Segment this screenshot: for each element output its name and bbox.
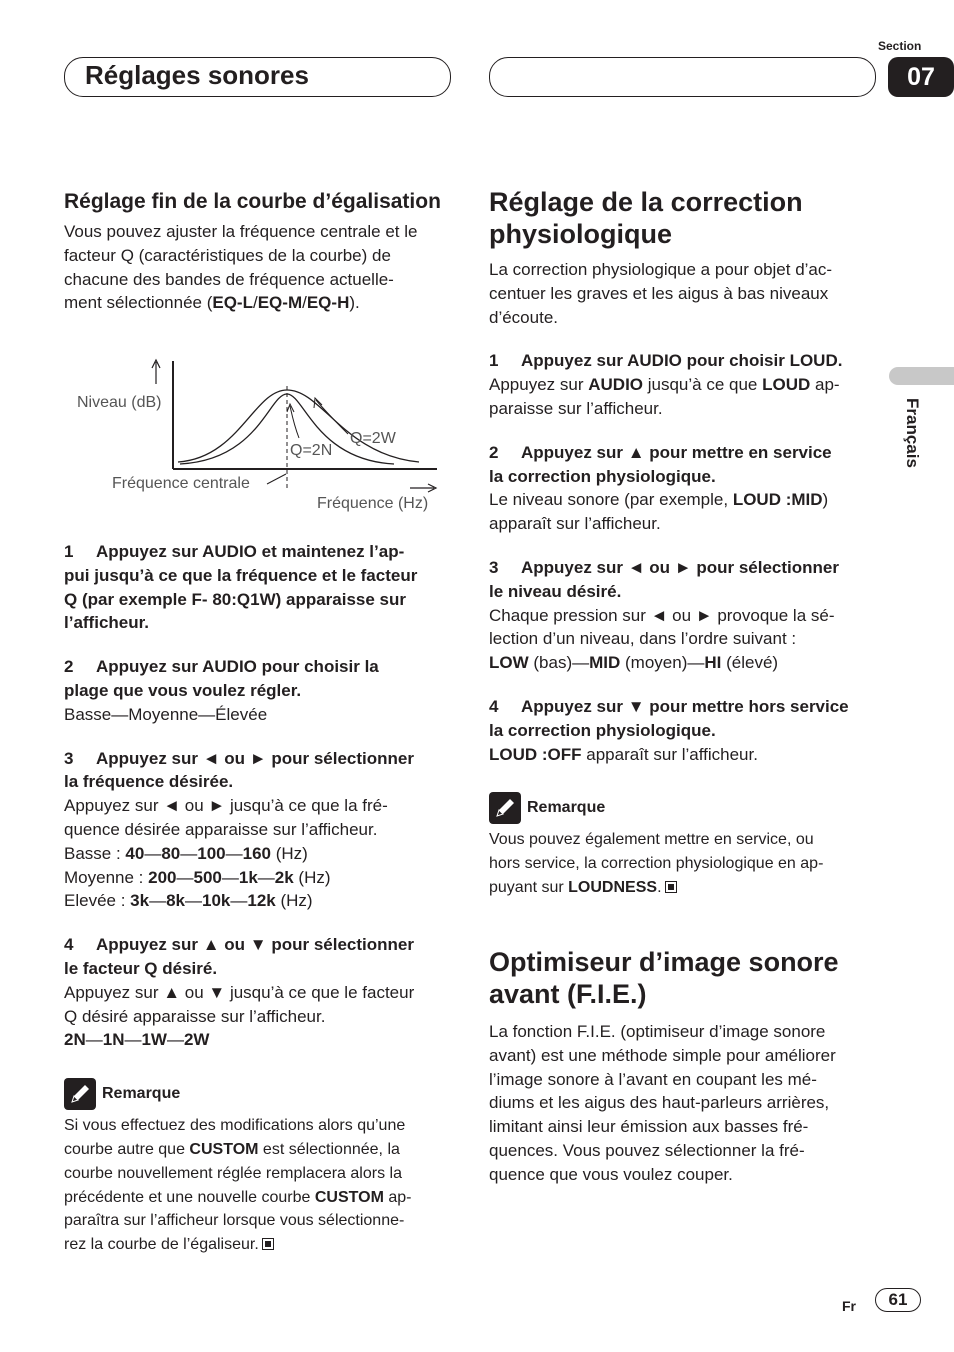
elevee-values: Elevée : 3k—8k—10k—12k (Hz) xyxy=(64,891,313,911)
pencil-note-icon xyxy=(64,1078,96,1110)
right-column: Réglage de la correction physiologique La correction physiologique a pour objet d’ac- centuer les graves et les aigus à bas niveaux d’écoute. 1 Appuyez sur AUDIO pour choisir LOUD. Appuyez sur AUDIO jusqu’à ce que LOUD ap- paraisse sur l’afficheur. 2 Appuyez sur ▲ pour mettre en service la correction physiologique. Le niveau sonore (par exemple, LOUD :MID) apparaît sur l’afficheur. 3 Appuyez sur ◄ ou ► pour sélectionner le niveau désiré. Chaque pression sur ◄ ou ► provoque la sé- lection d’un niveau, dans l’ordre suivant : LOW (bas)—MID (moyen)—HI (élevé) 4 Appuyez sur ▼ pour mettre hors service la correction physiologique. LOUD :OFF apparaît sur l’afficheur. Remarque Vous pouvez également mettre en service, ou hors service, la correction physiologique en ap- puyant sur LOUDNESS. xyxy=(489,186,884,900)
loud-step-4: 4 Appuyez sur ▼ pour mettre hors service la correction physiologique. LOUD :OFF apparaît sur l’afficheur. xyxy=(489,696,849,764)
frequency-label: Fréquence (Hz) xyxy=(317,495,429,512)
page-number-frame xyxy=(875,1288,921,1312)
header-blank-frame xyxy=(489,57,876,97)
center-frequency-label: Fréquence centrale xyxy=(112,475,250,492)
page-number: 61 xyxy=(888,1290,908,1309)
eq-fine-heading: Réglage fin de la courbe d’égalisation xyxy=(64,190,441,213)
page-title: Réglages sonores xyxy=(85,60,309,90)
moyenne-values: Moyenne : 200—500—1k—2k (Hz) xyxy=(64,867,331,887)
loud-note: Remarque Vous pouvez également mettre en service, ou hors service, la correction physiologique en ap- puyant sur LOUDNESS. xyxy=(489,792,884,899)
section-number-badge: 07 xyxy=(888,57,954,97)
header-title-frame xyxy=(64,57,451,97)
loud-step-1: 1 Appuyez sur AUDIO pour choisir LOUD. Appuyez sur AUDIO jusqu’à ce que LOUD ap- paraisse sur l’afficheur. xyxy=(489,351,843,418)
eq-intro xyxy=(64,220,454,315)
intro-line: ment sélectionnée (EQ-L/EQ-M/EQ-H). xyxy=(64,293,360,313)
left-column xyxy=(64,188,454,315)
level-label: Niveau (dB) xyxy=(77,394,162,411)
left-column-steps xyxy=(64,540,454,1257)
eq-step-2: 2 Appuyez sur AUDIO pour choisir la plage que vous voulez régler. Basse—Moyenne—Élevée xyxy=(64,657,379,724)
eq-step-1: 1 Appuyez sur AUDIO et maintenez l’ap- pui jusqu’à ce que la fréquence et le facteur Q (par exemple F- 80:Q1W) apparaisse sur l’afficheur. xyxy=(64,542,418,633)
eq-step-4: 4 Appuyez sur ▲ ou ▼ pour sélectionner le facteur Q désiré. Appuyez sur ▲ ou ▼ jusqu’à ce que le facteur Q désiré apparaisse sur l’afficheur. 2N—1N—1W—2W xyxy=(64,933,454,1052)
loudness-heading: Réglage de la correction physiologique xyxy=(489,187,803,249)
intro-line: Vous pouvez ajuster la fréquence centrale et le xyxy=(64,222,418,241)
center-pointer xyxy=(267,474,286,484)
fie-section: Optimiseur d’image sonore avant (F.I.E.) La fonction F.I.E. (optimiseur d’image sonore avant) est une méthode simple pour améliorer l’image sonore à l’avant en coupant les mé- diums et les aigus des haut-parleurs arrières, limitant ainsi leur émission aux basses fré- quences. Vous pouvez sélectionner la fré- quence que vous voulez couper. xyxy=(489,946,884,1187)
footer-lang: Fr xyxy=(842,1298,856,1314)
note-title: Remarque xyxy=(527,799,606,817)
loud-levels: LOW (bas)—MID (moyen)—HI (élevé) xyxy=(489,653,779,673)
end-mark-icon xyxy=(665,881,677,893)
end-mark-icon xyxy=(262,1238,274,1250)
note-title: Remarque xyxy=(102,1085,181,1103)
loud-step-3: 3 Appuyez sur ◄ ou ► pour sélectionner le niveau désiré. Chaque pression sur ◄ ou ► provoque la sé- lection d’un niveau, dans l’ordre suivant : LOW (bas)—MID (moyen)—HI (élevé) xyxy=(489,556,884,675)
q2n-arrow xyxy=(290,406,299,438)
pencil-note-icon xyxy=(489,792,521,824)
language-label: Français xyxy=(903,398,922,468)
q2n-label: Q=2N xyxy=(290,442,333,459)
intro-line: facteur Q (caractéristiques de la courbe) de xyxy=(64,245,391,265)
eq-curve-graph xyxy=(64,350,454,525)
q2w-arrow xyxy=(316,400,348,434)
language-tab xyxy=(889,367,954,385)
q-values: 2N—1N—1W—2W xyxy=(64,1030,210,1050)
eq-note: Remarque Si vous effectuez des modifications alors qu’une courbe autre que CUSTOM est sélectionnée, la courbe nouvellement réglée remplacera alors la précédente et une nouvelle courbe CUSTOM ap- paraîtra sur l’afficheur lorsque vous sélectionne- rez la courbe de l’égaliseur. xyxy=(64,1078,454,1257)
q2w-label: Q=2W xyxy=(350,430,396,447)
basse-values: Basse : 40—80—100—160 (Hz) xyxy=(64,843,308,863)
eq-step-3: 3 Appuyez sur ◄ ou ► pour sélectionner la fréquence désirée. Appuyez sur ◄ ou ► jusqu’à ce que la fré- quence désirée apparaisse sur l’afficheur. Basse : 40—80—100—160 (Hz) Moyenne : 200—500—1k—2k (Hz) Elevée : 3k—8k—10k—12k (Hz) xyxy=(64,747,454,914)
loud-step-2: 2 Appuyez sur ▲ pour mettre en service la correction physiologique. Le niveau sonore (par exemple, LOUD :MID) apparaît sur l’afficheur. xyxy=(489,442,832,534)
section-label: Section xyxy=(878,39,922,53)
fie-heading: Optimiseur d’image sonore avant (F.I.E.) xyxy=(489,947,839,1009)
intro-line: chacune des bandes de fréquence actuelle- xyxy=(64,269,394,289)
